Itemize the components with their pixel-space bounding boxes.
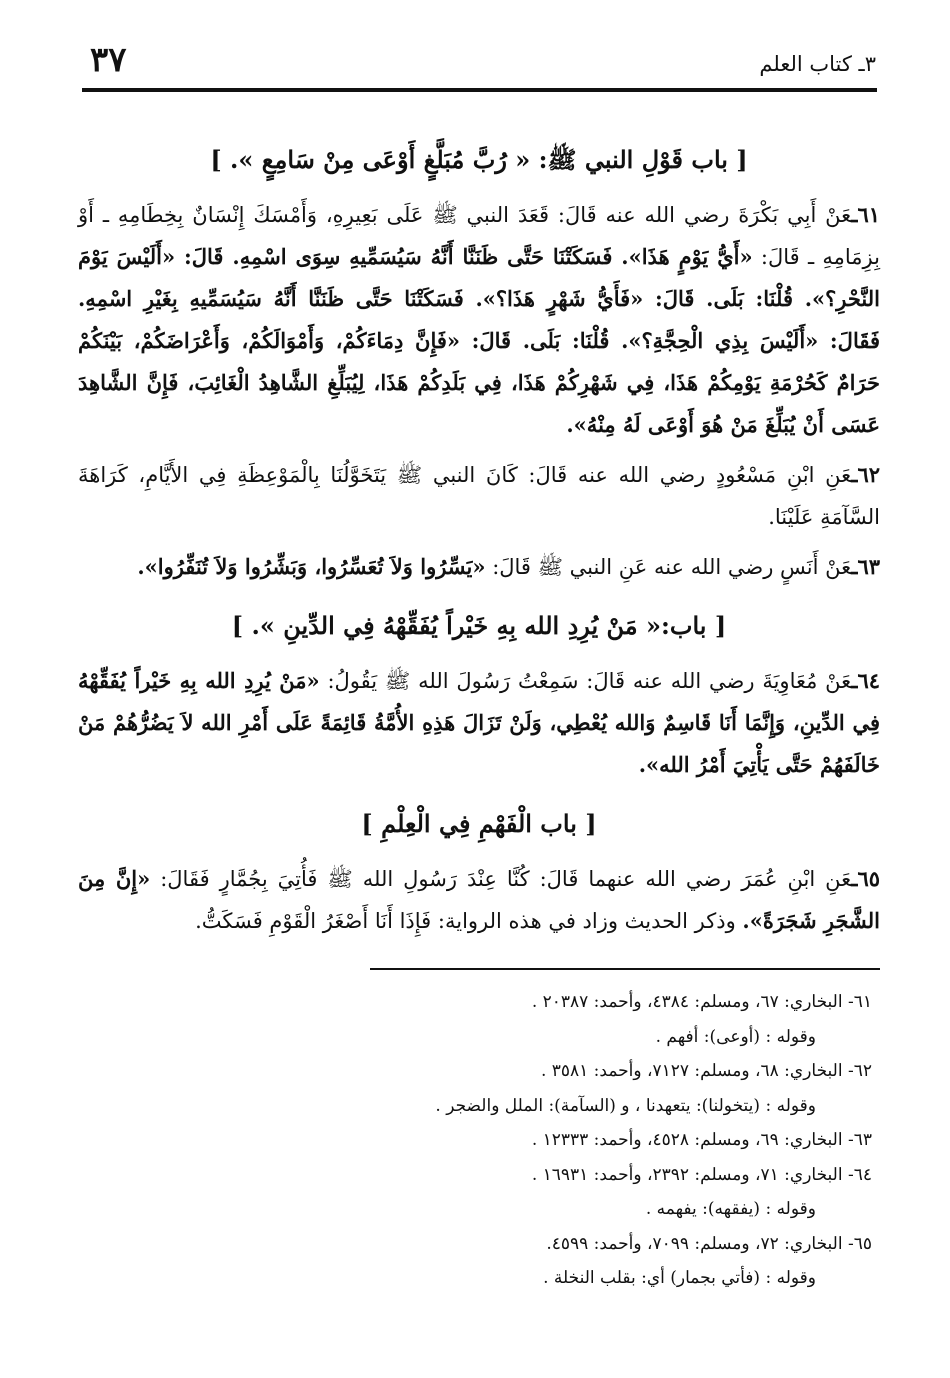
chapter-title: ٣ـ كتاب العلم — [759, 52, 876, 76]
hadith-number: ٦١ـ — [851, 202, 880, 227]
footnote-reference: ٦٥- البخاري: ٧٢، ومسلم: ٧٠٩٩، وأحمد: ٤٥٩٩. — [546, 1233, 872, 1254]
hadith-61 — [78, 194, 880, 446]
hadith-narration: عَنْ مُعَاوِيَةَ رضي الله عنه قَالَ: سَمِعْتُ رَسُولَ الله ﷺ يَقُولُ: — [319, 669, 852, 693]
footnote-gloss: وقوله : (يفقهه): يفهمه . — [645, 1199, 816, 1219]
hadith-continuation: وذكر الحديث وزاد في هذه الرواية: فَإِذَا أَنَا أَصْغَرُ الْقَوْمِ فَسَكَتُّ. — [195, 909, 743, 933]
footnote-reference: ٦٢- البخاري: ٦٨، ومسلم: ٧١٢٧، وأحمد: ٣٥٨١ . — [540, 1061, 872, 1081]
footnote-reference: ٦١- البخاري: ٦٧، ومسلم: ٤٣٨٤، وأحمد: ٢٠٣٨٧ . — [531, 992, 872, 1012]
hadith-65 — [78, 858, 880, 942]
hadith-quote: «إِنَّ مِنَ الشَّجَرِ شَجَرَةً». — [78, 866, 880, 933]
running-header — [80, 38, 876, 86]
hadith-number: ٦٢ـ — [851, 462, 880, 487]
footnote-reference: ٦٤- البخاري: ٧١، ومسلم: ٢٣٩٢، وأحمد: ١٦٩٣١ . — [531, 1164, 872, 1185]
hadith-narration: عَنْ أَنَسٍ رضي الله عنه عَنِ النبي ﷺ قَالَ: — [485, 555, 852, 579]
footnote-gloss: وقوله : (يتخولنا): يتعهدنا ، و (السآمة): الملل والضجر . — [435, 1095, 816, 1116]
hadith-quote: «أَيُّ يَوْمٍ هَذَا». فَسَكَتْنَا حَتَّى ظَنَنَّا أَنَّهُ سَيُسَمِّيهِ سِوَى اسْمِهِ. قَالَ: «أَلَيْسَ يَوْمَ النَّحْرِ؟». قُلْنَا: بَلَى. قَالَ: «فَأَيُّ شَهْرٍ هَذَا؟». فَسَكَتْنَا حَتَّى ظَنَنَّا أَنَّهُ سَيُسَمِّيهِ بِغَيْرِ اسْمِهِ. فَقَالَ: «أَلَيْسَ بِذِي الْحِجَّةِ؟». قُلْنَا: بَلَى. قَالَ: «فَإِنَّ دِمَاءَكُمْ، وَأَمْوَالَكُمْ، وَأَعْرَاضَكُمْ، بَيْنَكُمْ حَرَامٌ كَحُرْمَةِ يَوْمِكُمْ هَذَا، فِي شَهْرِكُمْ هَذَا، فِي بَلَدِكُمْ هَذَا، لِيُبَلِّغِ الشَّاهِدُ الْغَائِبَ، فَإِنَّ الشَّاهِدَ عَسَى أَنْ يُبَلِّغَ مَنْ هُوَ أَوْعَى لَهُ مِنْهُ». — [78, 244, 880, 437]
footnote-reference: ٦٣- البخاري: ٦٩، ومسلم: ٤٥٢٨، وأحمد: ١٢٣٣٣ . — [531, 1130, 872, 1150]
hadith-number: ٦٥ـ — [851, 866, 880, 891]
section-heading: [ باب:« مَنْ يُرِدِ الله بِهِ خَيْراً يُفَقِّهْهُ فِي الدِّينِ ». ] — [231, 611, 727, 640]
hadith-62 — [78, 454, 880, 538]
hadith-narration: عَنِ ابْنِ مَسْعُودٍ رضي الله عنه قَالَ: كَانَ النبي ﷺ يَتَخَوَّلُنَا بِالْمَوْعِظَةِ فِي الأَيَّامِ، كَرَاهَةَ السَّآمَةِ عَلَيْنَا. — [78, 463, 880, 529]
hadith-narration: عَنْ أَبِي بَكْرَةَ رضي الله عنه قَالَ: قَعَدَ النبي ﷺ عَلَى بَعِيرِهِ، وَأَمْسَكَ إِنْسَانٌ بِخِطَامِهِ ـ أَوْ بِزِمَامِهِ ـ قَالَ: — [78, 203, 880, 269]
section-heading: [ باب قَوْلِ النبي ﷺ: « رُبَّ مُبَلَّغٍ أَوْعَى مِنْ سَامِعٍ ». ] — [210, 145, 748, 174]
hadith-number: ٦٤ـ — [851, 668, 880, 693]
footnotes — [232, 985, 872, 1296]
hadith-quote: «يَسِّرُوا وَلاَ تُعَسِّرُوا، وَبَشِّرُوا وَلاَ تُنَفِّرُوا». — [137, 554, 486, 579]
hadith-64 — [78, 660, 880, 786]
footnote-rule — [370, 968, 880, 970]
hadith-number: ٦٣ـ — [851, 554, 880, 579]
main-text — [78, 140, 880, 950]
header-rule — [82, 88, 877, 92]
hadith-quote: «مَنْ يُرِدِ الله بِهِ خَيْراً يُفَقِّهْهُ فِي الدِّينِ، وَإِنَّمَا أَنَا قَاسِمٌ وَالله يُعْطِي، وَلَنْ تَزَالَ هَذِهِ الأُمَّةُ قَائِمَةً عَلَى أَمْرِ الله لاَ يَضُرُّهُمْ مَنْ خَالَفَهُمْ حَتَّى يَأْتِيَ أَمْرُ الله». — [78, 668, 880, 777]
page-number: ٣٧ — [90, 40, 127, 80]
section-heading: [ باب الْفَهْمِ فِي الْعِلْمِ ] — [361, 809, 597, 838]
hadith-63 — [78, 546, 880, 588]
footnote-gloss: وقوله : (أوعى): أفهم . — [655, 1026, 816, 1047]
hadith-narration: عَنِ ابْنِ عُمَرَ رضي الله عنهما قَالَ: كُنَّا عِنْدَ رَسُولِ الله ﷺ فَأُتِيَ بِجُمَّارٍ فَقَالَ: — [150, 867, 852, 891]
footnote-gloss: وقوله : (فأتي بجمار) أي: بقلب النخلة . — [543, 1268, 816, 1288]
